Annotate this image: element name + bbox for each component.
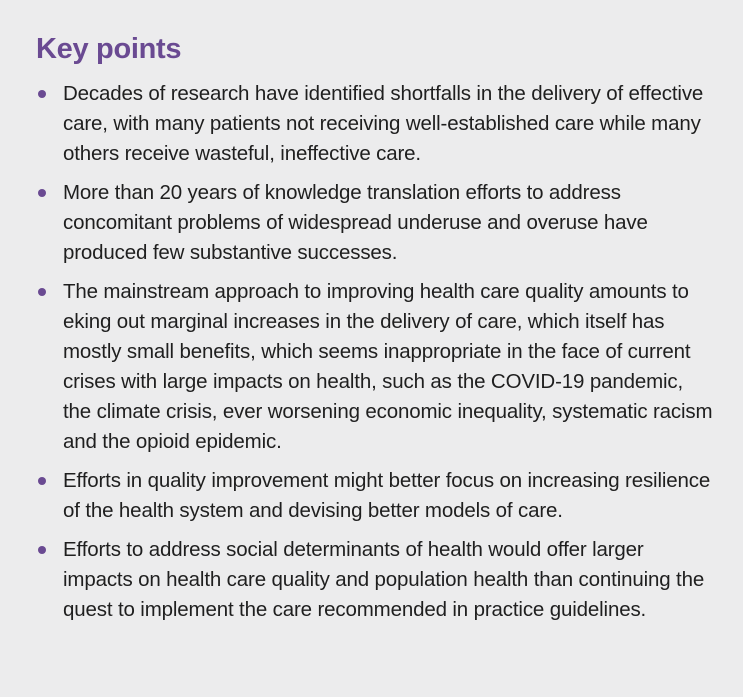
key-point-item: [36, 277, 713, 457]
bullet-icon: [38, 288, 46, 296]
key-points-list: [36, 79, 713, 625]
key-point-item: [36, 535, 713, 625]
key-point-text: Efforts in quality improvement might better focus on increasing resilience of the health system and devising better models of care.: [63, 469, 711, 522]
key-point-text: The mainstream approach to improving health care quality amounts to eking out marginal increases in the delivery of care, which itself has mostly small benefits, which seems inappropriate in the face of current crises with large impacts on health, such as the COVID-19 pandemic, the climate crisis, ever worsening economic inequality, systematic racism and the opioid epidemic.: [63, 280, 713, 453]
bullet-icon: [38, 189, 46, 197]
key-points-heading: Key points: [36, 33, 182, 65]
key-point-item: [36, 79, 713, 169]
key-point-text: Efforts to address social determinants of health would offer larger impacts on health care quality and population health than continuing the quest to implement the care recommended in practice guidelines.: [63, 538, 705, 621]
bullet-icon: [38, 546, 46, 554]
key-point-text: Decades of research have identified shortfalls in the delivery of effective care, with many patients not receiving well-established care while many others receive wasteful, ineffective care.: [63, 82, 704, 165]
key-point-item: [36, 466, 713, 526]
bullet-icon: [38, 477, 46, 485]
bullet-icon: [38, 90, 46, 98]
key-point-item: [36, 178, 713, 268]
key-point-text: More than 20 years of knowledge translation efforts to address concomitant problems of widespread underuse and overuse have produced few substantive successes.: [63, 181, 648, 264]
